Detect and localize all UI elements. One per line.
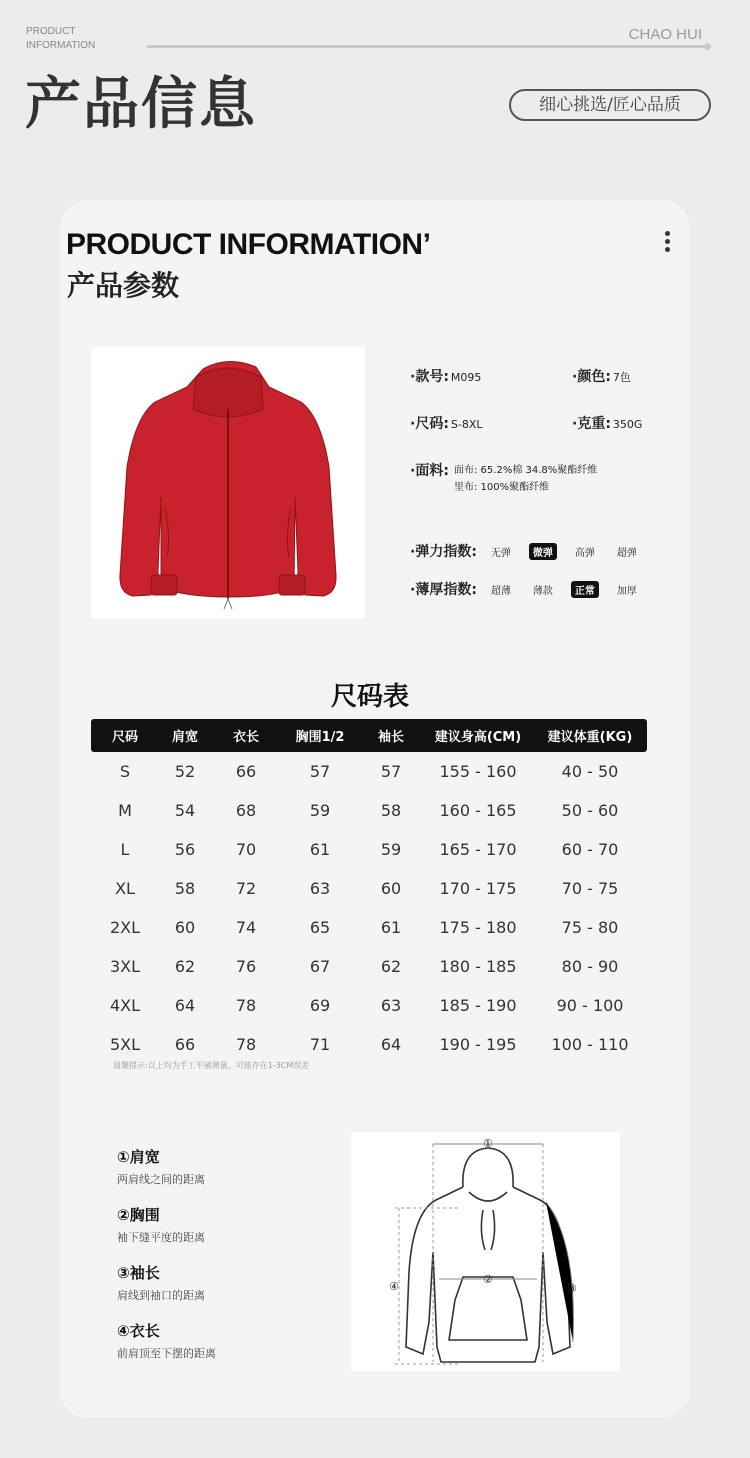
- table-cell: 185 - 190: [439, 996, 517, 1015]
- measure-title: ④衣长: [117, 1322, 160, 1340]
- table-cell: 2XL: [109, 918, 141, 937]
- elasticity-option: 高弹: [574, 547, 595, 559]
- elasticity-label: ·弹力指数:: [410, 544, 477, 560]
- spec-value: 7色: [612, 371, 631, 384]
- fabric-lining: 里布: 100%聚酯纤维: [454, 482, 550, 493]
- table-cell: 160 - 165: [439, 801, 517, 820]
- spec-label: ·尺码:: [410, 416, 449, 432]
- table-cell: M: [118, 801, 132, 820]
- table-row: [91, 752, 647, 791]
- measure-title: ③袖长: [117, 1264, 160, 1282]
- measure-shoulder: [117, 1146, 205, 1187]
- diagram-mark-3: ③: [567, 1282, 577, 1295]
- table-cell: L: [120, 840, 130, 859]
- table-row: [91, 791, 647, 830]
- header-divider-dot: [704, 43, 711, 50]
- table-cell: 59: [380, 840, 402, 859]
- table-body: [91, 752, 647, 1064]
- table-cell: 66: [174, 1035, 196, 1054]
- header-divider: [147, 45, 707, 48]
- measure-desc: 袖下缝平度的距离: [117, 1231, 205, 1244]
- small-label-line1: PRODUCT: [26, 26, 76, 37]
- column-header: 胸围1/2: [295, 730, 345, 745]
- table-cell: 62: [380, 957, 402, 976]
- spec-color: [572, 366, 631, 386]
- thickness-index: [410, 579, 655, 599]
- table-cell: S: [119, 762, 131, 781]
- table-cell: 75 - 80: [561, 918, 619, 937]
- table-row: [91, 908, 647, 947]
- table-cell: 57: [380, 762, 402, 781]
- spec-style-no: [410, 366, 481, 386]
- table-cell: 50 - 60: [561, 801, 619, 820]
- diagram-mark-1: ①: [483, 1137, 493, 1150]
- table-cell: 180 - 185: [439, 957, 517, 976]
- column-header: 衣长: [232, 730, 259, 745]
- column-header: 肩宽: [171, 730, 198, 745]
- table-cell: 78: [235, 996, 257, 1015]
- table-cell: 52: [174, 762, 196, 781]
- diagram-mark-4: ④: [389, 1280, 399, 1293]
- table-cell: 3XL: [109, 957, 141, 976]
- spec-value: M095: [450, 371, 482, 384]
- table-row: [91, 947, 647, 986]
- table-row: [91, 830, 647, 869]
- column-header: 建议身高(CM): [434, 730, 522, 745]
- table-cell: 70 - 75: [561, 879, 619, 898]
- table-cell: 175 - 180: [439, 918, 517, 937]
- measure-desc: 两肩线之间的距离: [117, 1173, 205, 1186]
- table-header: [91, 719, 647, 752]
- hoodie-outline-icon: [351, 1132, 620, 1371]
- elasticity-index: [410, 541, 655, 561]
- table-cell: 63: [380, 996, 402, 1015]
- product-photo: [91, 347, 365, 618]
- table-cell: 67: [309, 957, 331, 976]
- size-table: [91, 719, 647, 1064]
- table-cell: 190 - 195: [439, 1035, 517, 1054]
- table-cell: 72: [235, 879, 257, 898]
- spec-label: ·颜色:: [572, 369, 611, 385]
- spec-weight: [572, 413, 642, 433]
- measure-title: ②胸围: [117, 1206, 160, 1224]
- measure-length: [117, 1320, 216, 1361]
- table-cell: 68: [235, 801, 257, 820]
- thickness-option: 超薄: [490, 585, 511, 597]
- column-header: 袖长: [377, 730, 404, 745]
- table-cell: 57: [309, 762, 331, 781]
- table-cell: 60: [380, 879, 402, 898]
- table-cell: 63: [309, 879, 331, 898]
- thickness-option: 加厚: [616, 585, 637, 597]
- table-cell: 4XL: [109, 996, 141, 1015]
- measure-title: ①肩宽: [117, 1148, 160, 1166]
- table-cell: 40 - 50: [561, 762, 619, 781]
- table-row: [91, 869, 647, 908]
- thickness-option-selected: 正常: [571, 581, 599, 598]
- table-cell: 65: [309, 918, 331, 937]
- table-cell: 78: [235, 1035, 257, 1054]
- table-cell: 66: [235, 762, 257, 781]
- table-cell: 64: [380, 1035, 402, 1054]
- table-cell: 61: [309, 840, 331, 859]
- slogan-pill: 细心挑选/匠心品质: [509, 89, 711, 121]
- page-title: 产品信息: [25, 72, 257, 137]
- brand-name: CHAO HUI: [628, 26, 702, 43]
- measure-desc: 肩线到袖口的距离: [117, 1289, 205, 1302]
- diagram-mark-2: ②: [483, 1273, 493, 1286]
- table-cell: 64: [174, 996, 196, 1015]
- table-cell: 54: [174, 801, 196, 820]
- spec-value: 350G: [612, 418, 643, 431]
- table-cell: 60: [174, 918, 196, 937]
- table-cell: 70: [235, 840, 257, 859]
- column-header: 建议体重(KG): [547, 730, 633, 745]
- card-cn-title: 产品参数: [67, 269, 180, 302]
- table-cell: 170 - 175: [439, 879, 517, 898]
- table-cell: 69: [309, 996, 331, 1015]
- more-icon[interactable]: [665, 231, 671, 255]
- table-cell: 59: [309, 801, 331, 820]
- elasticity-option-selected: 微弹: [529, 543, 557, 560]
- table-cell: 58: [174, 879, 196, 898]
- measure-chest: [117, 1204, 205, 1245]
- table-cell: 5XL: [109, 1035, 141, 1054]
- header-small-label: [26, 25, 95, 53]
- table-cell: 80 - 90: [561, 957, 619, 976]
- measurement-diagram: [351, 1132, 620, 1371]
- table-cell: 58: [380, 801, 402, 820]
- small-label-line2: INFORMATION: [26, 40, 96, 51]
- table-cell: 76: [235, 957, 257, 976]
- spec-size: [410, 413, 483, 433]
- table-cell: 71: [309, 1035, 331, 1054]
- fabric-outer: 面布: 65.2%棉 34.8%聚酯纤维: [454, 465, 598, 476]
- spec-label: ·款号:: [410, 369, 449, 385]
- measure-desc: 前肩顶至下摆的距离: [117, 1347, 216, 1360]
- thickness-option: 薄款: [532, 585, 553, 597]
- elasticity-option: 无弹: [490, 547, 511, 559]
- table-cell: 165 - 170: [439, 840, 517, 859]
- table-cell: 62: [174, 957, 196, 976]
- table-cell: 60 - 70: [561, 840, 619, 859]
- table-cell: 74: [235, 918, 257, 937]
- thickness-label: ·薄厚指数:: [410, 582, 477, 598]
- hoodie-image-icon: [91, 347, 365, 618]
- table-cell: 100 - 110: [551, 1035, 629, 1054]
- spec-value: S-8XL: [450, 418, 483, 431]
- column-header: 尺码: [111, 730, 138, 745]
- measurement-note: 温馨提示:以上均为手工平铺测量，可能存在1-3CM误差: [113, 1061, 310, 1070]
- table-cell: 56: [174, 840, 196, 859]
- card-en-title: PRODUCT INFORMATION’: [66, 228, 431, 261]
- measure-sleeve: [117, 1262, 205, 1303]
- table-cell: XL: [115, 879, 135, 898]
- table-row: [91, 1025, 647, 1064]
- spec-label: ·克重:: [572, 416, 611, 432]
- table-cell: 155 - 160: [439, 762, 517, 781]
- table-row: [91, 986, 647, 1025]
- table-cell: 61: [380, 918, 402, 937]
- fabric-label: ·面料:: [410, 463, 449, 479]
- fabric-details: [454, 462, 597, 496]
- elasticity-option: 超弹: [616, 547, 637, 559]
- size-chart-title: 尺码表: [330, 682, 409, 712]
- table-cell: 90 - 100: [556, 996, 624, 1015]
